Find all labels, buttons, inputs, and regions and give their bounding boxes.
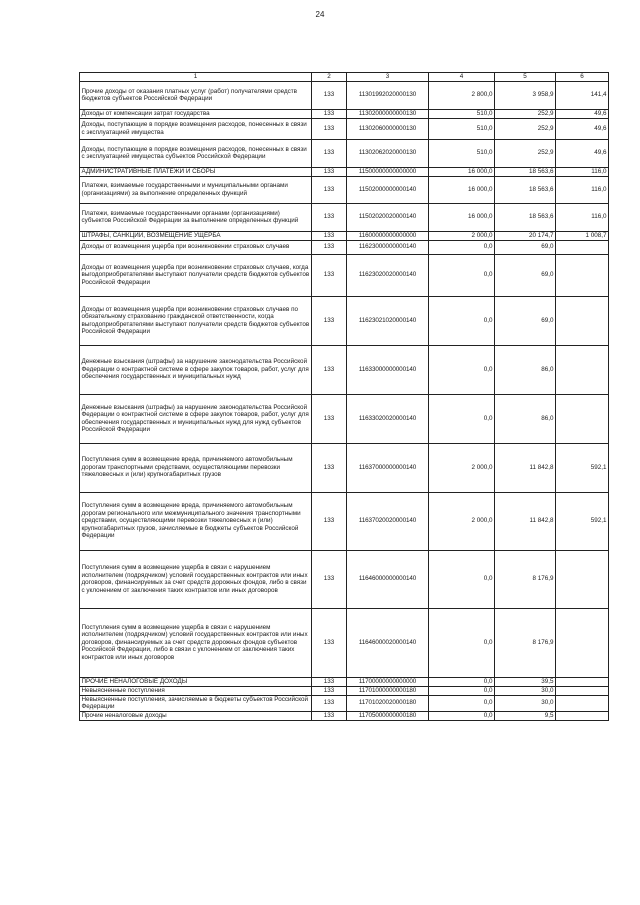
row-budget-code-cell: 11701000000000180 bbox=[347, 686, 429, 695]
row-budget-code-cell: 11705000000000180 bbox=[347, 711, 429, 720]
header-cell: 3 bbox=[347, 73, 429, 82]
row-name-cell: ПРОЧИЕ НЕНАЛОГОВЫЕ ДОХОДЫ bbox=[80, 677, 312, 686]
row-budget-code-cell: 11646000000000140 bbox=[347, 550, 429, 608]
row-budget-code-cell: 11623000000000140 bbox=[347, 240, 429, 254]
row-budget-code-cell: 11637020020000140 bbox=[347, 492, 429, 550]
row-admin-code-cell: 133 bbox=[312, 231, 347, 240]
row-plan-value-cell: 2 800,0 bbox=[429, 81, 495, 109]
row-plan-value-cell: 0,0 bbox=[429, 677, 495, 686]
row-admin-code-cell: 133 bbox=[312, 345, 347, 394]
row-budget-code-cell: 11623021020000140 bbox=[347, 296, 429, 345]
row-budget-code-cell: 11502000000000140 bbox=[347, 176, 429, 203]
revenue-table bbox=[79, 72, 609, 721]
row-name-cell: Поступления сумм в возмещение вреда, причиняемого автомобильным дорогам регионального или межмуниципального значения транспортными средствами, осуществляющими перевозки тяжеловесных и (или) крупногабаритных грузов, зачисляемые в бюджеты субъектов Российской Федерации bbox=[80, 492, 312, 550]
row-budget-code-cell: 11701020020000180 bbox=[347, 695, 429, 711]
row-fact-value-cell: 30,0 bbox=[495, 695, 556, 711]
row-percent-cell bbox=[556, 695, 609, 711]
row-admin-code-cell: 133 bbox=[312, 296, 347, 345]
row-percent-cell bbox=[556, 296, 609, 345]
row-name-cell: Денежные взыскания (штрафы) за нарушение законодательства Российской Федерации о контрактной системе в сфере закупок товаров, работ, услуг для обеспечения государственных и муниципальных нужд для нужд субъектов Российской Федерации bbox=[80, 394, 312, 443]
row-percent-cell bbox=[556, 711, 609, 720]
table-row bbox=[80, 492, 609, 550]
header-cell: 4 bbox=[429, 73, 495, 82]
row-name-cell: Невыясненные поступления, зачисляемые в бюджеты субъектов Российской Федерации bbox=[80, 695, 312, 711]
row-fact-value-cell: 18 563,6 bbox=[495, 176, 556, 203]
row-plan-value-cell: 0,0 bbox=[429, 695, 495, 711]
row-fact-value-cell: 30,0 bbox=[495, 686, 556, 695]
row-percent-cell: 116,0 bbox=[556, 176, 609, 203]
row-name-cell: Доходы от возмещения ущерба при возникновении страховых случаев bbox=[80, 240, 312, 254]
row-percent-cell bbox=[556, 345, 609, 394]
row-plan-value-cell: 2 000,0 bbox=[429, 231, 495, 240]
row-fact-value-cell: 20 174,7 bbox=[495, 231, 556, 240]
header-row bbox=[80, 73, 609, 82]
row-fact-value-cell: 252,9 bbox=[495, 118, 556, 139]
row-percent-cell: 141,4 bbox=[556, 81, 609, 109]
row-budget-code-cell: 11637000000000140 bbox=[347, 443, 429, 492]
table-row bbox=[80, 81, 609, 109]
table-row bbox=[80, 240, 609, 254]
table-row bbox=[80, 167, 609, 176]
row-percent-cell: 592,1 bbox=[556, 443, 609, 492]
row-admin-code-cell: 133 bbox=[312, 203, 347, 231]
row-plan-value-cell: 16 000,0 bbox=[429, 203, 495, 231]
table-row bbox=[80, 443, 609, 492]
row-percent-cell bbox=[556, 240, 609, 254]
header-cell: 5 bbox=[495, 73, 556, 82]
table-row bbox=[80, 109, 609, 118]
row-fact-value-cell: 69,0 bbox=[495, 240, 556, 254]
row-plan-value-cell: 0,0 bbox=[429, 550, 495, 608]
row-plan-value-cell: 16 000,0 bbox=[429, 167, 495, 176]
row-plan-value-cell: 0,0 bbox=[429, 240, 495, 254]
row-budget-code-cell: 11633020020000140 bbox=[347, 394, 429, 443]
row-plan-value-cell: 0,0 bbox=[429, 394, 495, 443]
row-percent-cell: 1 008,7 bbox=[556, 231, 609, 240]
row-admin-code-cell: 133 bbox=[312, 81, 347, 109]
row-percent-cell bbox=[556, 686, 609, 695]
table-row bbox=[80, 695, 609, 711]
row-admin-code-cell: 133 bbox=[312, 443, 347, 492]
row-plan-value-cell: 0,0 bbox=[429, 686, 495, 695]
row-name-cell: Невыясненные поступления bbox=[80, 686, 312, 695]
row-budget-code-cell: 11301992020000130 bbox=[347, 81, 429, 109]
row-plan-value-cell: 0,0 bbox=[429, 608, 495, 677]
row-percent-cell bbox=[556, 550, 609, 608]
row-admin-code-cell: 133 bbox=[312, 109, 347, 118]
row-fact-value-cell: 39,5 bbox=[495, 677, 556, 686]
row-fact-value-cell: 18 563,6 bbox=[495, 167, 556, 176]
row-budget-code-cell: 11700000000000000 bbox=[347, 677, 429, 686]
header-cell: 1 bbox=[80, 73, 312, 82]
row-fact-value-cell: 18 563,6 bbox=[495, 203, 556, 231]
row-percent-cell: 116,0 bbox=[556, 203, 609, 231]
row-fact-value-cell: 11 842,8 bbox=[495, 492, 556, 550]
row-admin-code-cell: 133 bbox=[312, 139, 347, 167]
table-row bbox=[80, 254, 609, 296]
row-name-cell: Поступления сумм в возмещение ущерба в связи с нарушением исполнителем (подрядчиком) условий государственных контрактов или иных договоров, финансируемых за счет средств дорожных фондов субъектов Российской Федерации, либо в связи с уклонением от заключения таких контрактов или иных договоров bbox=[80, 608, 312, 677]
row-plan-value-cell: 0,0 bbox=[429, 345, 495, 394]
row-percent-cell: 49,6 bbox=[556, 109, 609, 118]
row-percent-cell: 592,1 bbox=[556, 492, 609, 550]
row-admin-code-cell: 133 bbox=[312, 394, 347, 443]
row-budget-code-cell: 11646000020000140 bbox=[347, 608, 429, 677]
row-name-cell: Платежи, взимаемые государственными и муниципальными органами (организациями) за выполнение определенных функций bbox=[80, 176, 312, 203]
row-fact-value-cell: 252,9 bbox=[495, 109, 556, 118]
table-row bbox=[80, 231, 609, 240]
row-percent-cell: 116,0 bbox=[556, 167, 609, 176]
row-name-cell: ШТРАФЫ, САНКЦИИ, ВОЗМЕЩЕНИЕ УЩЕРБА bbox=[80, 231, 312, 240]
row-plan-value-cell: 510,0 bbox=[429, 109, 495, 118]
row-fact-value-cell: 86,0 bbox=[495, 394, 556, 443]
row-name-cell: АДМИНИСТРАТИВНЫЕ ПЛАТЕЖИ И СБОРЫ bbox=[80, 167, 312, 176]
table-row bbox=[80, 203, 609, 231]
row-name-cell: Доходы, поступающие в порядке возмещения расходов, понесенных в связи с эксплуатацией имущества субъектов Российской Федерации bbox=[80, 139, 312, 167]
row-fact-value-cell: 69,0 bbox=[495, 254, 556, 296]
row-admin-code-cell: 133 bbox=[312, 176, 347, 203]
row-admin-code-cell: 133 bbox=[312, 695, 347, 711]
row-name-cell: Поступления сумм в возмещение вреда, причиняемого автомобильным дорогам транспортными средствами, осуществляющими перевозки тяжеловесных и (или) крупногабаритных грузов bbox=[80, 443, 312, 492]
row-budget-code-cell: 11302062020000130 bbox=[347, 139, 429, 167]
row-admin-code-cell: 133 bbox=[312, 492, 347, 550]
row-plan-value-cell: 0,0 bbox=[429, 711, 495, 720]
row-plan-value-cell: 510,0 bbox=[429, 139, 495, 167]
row-percent-cell bbox=[556, 394, 609, 443]
row-admin-code-cell: 133 bbox=[312, 254, 347, 296]
row-admin-code-cell: 133 bbox=[312, 608, 347, 677]
row-plan-value-cell: 510,0 bbox=[429, 118, 495, 139]
row-budget-code-cell: 11302000000000130 bbox=[347, 109, 429, 118]
table-row bbox=[80, 711, 609, 720]
row-fact-value-cell: 252,9 bbox=[495, 139, 556, 167]
row-percent-cell: 49,6 bbox=[556, 139, 609, 167]
table-row bbox=[80, 394, 609, 443]
table-row bbox=[80, 345, 609, 394]
row-fact-value-cell: 11 842,8 bbox=[495, 443, 556, 492]
row-percent-cell bbox=[556, 677, 609, 686]
row-percent-cell bbox=[556, 254, 609, 296]
row-admin-code-cell: 133 bbox=[312, 686, 347, 695]
row-budget-code-cell: 11623020020000140 bbox=[347, 254, 429, 296]
row-admin-code-cell: 133 bbox=[312, 167, 347, 176]
row-fact-value-cell: 9,5 bbox=[495, 711, 556, 720]
row-admin-code-cell: 133 bbox=[312, 118, 347, 139]
row-budget-code-cell: 11302060000000130 bbox=[347, 118, 429, 139]
table-row bbox=[80, 296, 609, 345]
table-row bbox=[80, 608, 609, 677]
row-fact-value-cell: 86,0 bbox=[495, 345, 556, 394]
row-name-cell: Платежи, взимаемые государственными органами (организациями) субъектов Российской Федерации за выполнение определенных функций bbox=[80, 203, 312, 231]
row-percent-cell: 49,6 bbox=[556, 118, 609, 139]
row-name-cell: Доходы от компенсации затрат государства bbox=[80, 109, 312, 118]
row-plan-value-cell: 0,0 bbox=[429, 296, 495, 345]
row-admin-code-cell: 133 bbox=[312, 550, 347, 608]
table-row bbox=[80, 118, 609, 139]
row-plan-value-cell: 2 000,0 bbox=[429, 492, 495, 550]
row-budget-code-cell: 11502020020000140 bbox=[347, 203, 429, 231]
row-budget-code-cell: 11633000000000140 bbox=[347, 345, 429, 394]
row-plan-value-cell: 16 000,0 bbox=[429, 176, 495, 203]
page-number: 24 bbox=[315, 10, 325, 19]
row-name-cell: Прочие неналоговые доходы bbox=[80, 711, 312, 720]
row-admin-code-cell: 133 bbox=[312, 711, 347, 720]
row-name-cell: Поступления сумм в возмещение ущерба в связи с нарушением исполнителем (подрядчиком) условий государственных контрактов или иных договоров, финансируемых за счет средств дорожных фондов, либо в связи с уклонением от заключения таких контрактов или иных договоров bbox=[80, 550, 312, 608]
row-name-cell: Денежные взыскания (штрафы) за нарушение законодательства Российской Федерации о контрактной системе в сфере закупок товаров, работ, услуг для обеспечения государственных и муниципальных нужд bbox=[80, 345, 312, 394]
header-cell: 2 bbox=[312, 73, 347, 82]
row-fact-value-cell: 8 176,9 bbox=[495, 550, 556, 608]
row-name-cell: Прочие доходы от оказания платных услуг (работ) получателями средств бюджетов субъектов Российской Федерации bbox=[80, 81, 312, 109]
header-cell: 6 bbox=[556, 73, 609, 82]
row-name-cell: Доходы, поступающие в порядке возмещения расходов, понесенных в связи с эксплуатацией имущества bbox=[80, 118, 312, 139]
row-budget-code-cell: 11500000000000000 bbox=[347, 167, 429, 176]
row-percent-cell bbox=[556, 608, 609, 677]
row-fact-value-cell: 3 958,9 bbox=[495, 81, 556, 109]
table-row bbox=[80, 686, 609, 695]
row-plan-value-cell: 0,0 bbox=[429, 254, 495, 296]
row-budget-code-cell: 11600000000000000 bbox=[347, 231, 429, 240]
row-name-cell: Доходы от возмещения ущерба при возникновении страховых случаев по обязательному страхованию гражданской ответственности, когда выгодоприобретателями выступают получатели средств бюджетов субъектов Российской Федерации bbox=[80, 296, 312, 345]
row-plan-value-cell: 2 000,0 bbox=[429, 443, 495, 492]
table-row bbox=[80, 550, 609, 608]
row-admin-code-cell: 133 bbox=[312, 677, 347, 686]
row-admin-code-cell: 133 bbox=[312, 240, 347, 254]
row-fact-value-cell: 69,0 bbox=[495, 296, 556, 345]
table-row bbox=[80, 176, 609, 203]
row-name-cell: Доходы от возмещения ущерба при возникновении страховых случаев, когда выгодоприобретателями выступают получатели средств бюджетов субъектов Российской Федерации bbox=[80, 254, 312, 296]
row-fact-value-cell: 8 176,9 bbox=[495, 608, 556, 677]
table-row bbox=[80, 139, 609, 167]
table-row bbox=[80, 677, 609, 686]
